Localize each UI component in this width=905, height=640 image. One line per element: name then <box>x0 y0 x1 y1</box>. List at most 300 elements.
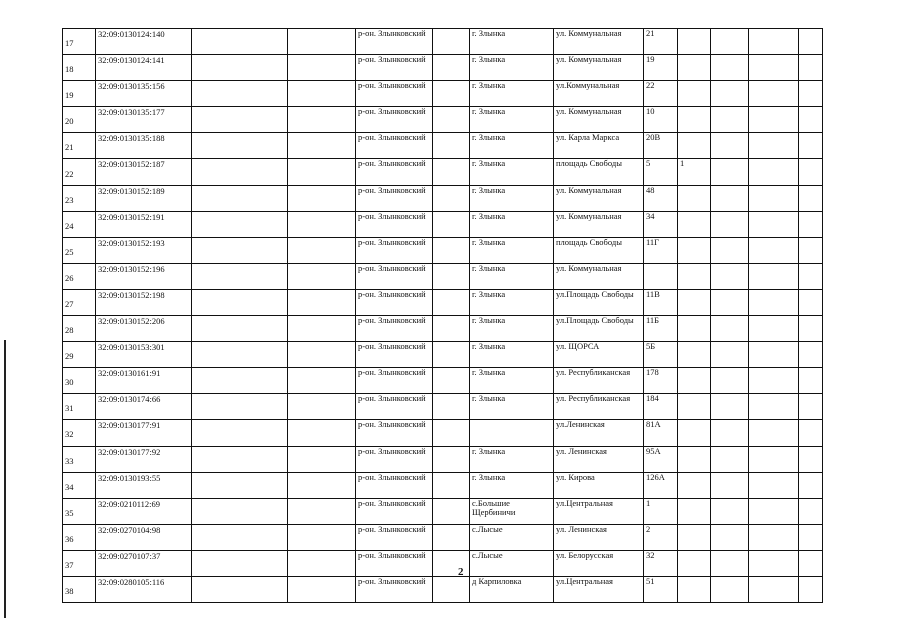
empty-cell <box>711 472 749 498</box>
row-number: 37 <box>63 550 96 576</box>
empty-cell <box>799 55 823 81</box>
empty-cell <box>433 185 470 211</box>
house-number-cell <box>644 263 678 289</box>
empty-cell <box>799 498 823 524</box>
empty-cell <box>192 263 288 289</box>
empty-cell <box>749 472 799 498</box>
street-cell: площадь Свободы <box>554 237 644 263</box>
empty-cell <box>799 576 823 602</box>
empty-cell <box>288 316 356 342</box>
empty-cell <box>711 263 749 289</box>
district-cell: р-он. Злынковский <box>356 237 433 263</box>
house-number-cell: 5Б <box>644 342 678 368</box>
mark-cell <box>678 29 711 55</box>
street-cell: ул. Коммунальная <box>554 211 644 237</box>
empty-cell <box>288 472 356 498</box>
empty-cell <box>749 29 799 55</box>
empty-cell <box>799 133 823 159</box>
empty-cell <box>749 420 799 446</box>
house-number-cell: 22 <box>644 81 678 107</box>
table-row <box>63 342 823 368</box>
empty-cell <box>711 316 749 342</box>
settlement-cell: г. Злынка <box>470 185 554 211</box>
empty-cell <box>749 133 799 159</box>
empty-cell <box>192 289 288 315</box>
empty-cell <box>192 237 288 263</box>
row-number: 20 <box>63 107 96 133</box>
mark-cell <box>678 550 711 576</box>
district-cell: р-он. Злынковский <box>356 211 433 237</box>
house-number-cell: 184 <box>644 394 678 420</box>
table-row <box>63 472 823 498</box>
empty-cell <box>288 524 356 550</box>
empty-cell <box>711 576 749 602</box>
district-cell: р-он. Злынковский <box>356 446 433 472</box>
settlement-cell: г. Злынка <box>470 316 554 342</box>
mark-cell <box>678 368 711 394</box>
empty-cell <box>799 524 823 550</box>
settlement-cell: г. Злынка <box>470 55 554 81</box>
street-cell: ул. Республиканская <box>554 394 644 420</box>
mark-cell <box>678 576 711 602</box>
empty-cell <box>433 81 470 107</box>
empty-cell <box>433 342 470 368</box>
empty-cell <box>799 159 823 185</box>
row-number: 25 <box>63 237 96 263</box>
empty-cell <box>799 289 823 315</box>
cadastral-number: 32:09:0130177:92 <box>96 446 192 472</box>
empty-cell <box>288 159 356 185</box>
empty-cell <box>433 316 470 342</box>
empty-cell <box>711 550 749 576</box>
empty-cell <box>799 550 823 576</box>
district-cell: р-он. Злынковский <box>356 420 433 446</box>
cadastral-number: 32:09:0130152:206 <box>96 316 192 342</box>
cadastral-number: 32:09:0130124:140 <box>96 29 192 55</box>
empty-cell <box>749 498 799 524</box>
street-cell: ул. Республиканская <box>554 368 644 394</box>
empty-cell <box>288 420 356 446</box>
mark-cell <box>678 185 711 211</box>
cadastral-number: 32:09:0130193:55 <box>96 472 192 498</box>
empty-cell <box>288 394 356 420</box>
empty-cell <box>799 472 823 498</box>
table-row <box>63 107 823 133</box>
mark-cell <box>678 211 711 237</box>
settlement-cell: г. Злынка <box>470 29 554 55</box>
street-cell: площадь Свободы <box>554 159 644 185</box>
table-row <box>63 81 823 107</box>
row-number: 27 <box>63 289 96 315</box>
empty-cell <box>799 237 823 263</box>
empty-cell <box>192 185 288 211</box>
row-number: 35 <box>63 498 96 524</box>
empty-cell <box>799 211 823 237</box>
empty-cell <box>433 289 470 315</box>
mark-cell <box>678 107 711 133</box>
table-row <box>63 263 823 289</box>
property-registry-table <box>62 28 823 603</box>
table-row <box>63 368 823 394</box>
row-number: 32 <box>63 420 96 446</box>
cadastral-number: 32:09:0130174:66 <box>96 394 192 420</box>
empty-cell <box>433 498 470 524</box>
settlement-cell: г. Злынка <box>470 159 554 185</box>
table-row <box>63 29 823 55</box>
cadastral-number: 32:09:0130124:141 <box>96 55 192 81</box>
empty-cell <box>288 81 356 107</box>
row-number: 38 <box>63 576 96 602</box>
settlement-cell: г. Злынка <box>470 107 554 133</box>
empty-cell <box>192 107 288 133</box>
empty-cell <box>288 55 356 81</box>
mark-cell <box>678 55 711 81</box>
district-cell: р-он. Злынковский <box>356 472 433 498</box>
district-cell: р-он. Злынковский <box>356 263 433 289</box>
table-row <box>63 185 823 211</box>
empty-cell <box>711 81 749 107</box>
mark-cell <box>678 420 711 446</box>
cadastral-number: 32:09:0130153:301 <box>96 342 192 368</box>
empty-cell <box>711 289 749 315</box>
district-cell: р-он. Злынковский <box>356 289 433 315</box>
street-cell: ул. Коммунальная <box>554 185 644 211</box>
district-cell: р-он. Злынковский <box>356 159 433 185</box>
district-cell: р-он. Злынковский <box>356 498 433 524</box>
settlement-cell: с.Лысые <box>470 550 554 576</box>
empty-cell <box>288 550 356 576</box>
page-number: 2 <box>458 566 464 578</box>
empty-cell <box>749 368 799 394</box>
empty-cell <box>799 316 823 342</box>
row-number: 19 <box>63 81 96 107</box>
empty-cell <box>288 107 356 133</box>
table-row <box>63 237 823 263</box>
district-cell: р-он. Злынковский <box>356 81 433 107</box>
empty-cell <box>433 107 470 133</box>
empty-cell <box>749 289 799 315</box>
mark-cell <box>678 316 711 342</box>
empty-cell <box>192 446 288 472</box>
empty-cell <box>433 576 470 602</box>
empty-cell <box>288 185 356 211</box>
empty-cell <box>711 498 749 524</box>
empty-cell <box>192 550 288 576</box>
empty-cell <box>711 524 749 550</box>
empty-cell <box>192 81 288 107</box>
empty-cell <box>749 81 799 107</box>
house-number-cell: 21 <box>644 29 678 55</box>
street-cell: ул. Коммунальная <box>554 55 644 81</box>
empty-cell <box>711 107 749 133</box>
empty-cell <box>192 472 288 498</box>
empty-cell <box>711 446 749 472</box>
empty-cell <box>799 107 823 133</box>
mark-cell <box>678 498 711 524</box>
empty-cell <box>288 29 356 55</box>
empty-cell <box>192 498 288 524</box>
district-cell: р-он. Злынковский <box>356 55 433 81</box>
empty-cell <box>433 394 470 420</box>
empty-cell <box>192 316 288 342</box>
empty-cell <box>711 211 749 237</box>
cadastral-number: 32:09:0130135:188 <box>96 133 192 159</box>
empty-cell <box>799 394 823 420</box>
empty-cell <box>288 498 356 524</box>
empty-cell <box>433 133 470 159</box>
empty-cell <box>749 550 799 576</box>
empty-cell <box>799 185 823 211</box>
empty-cell <box>711 420 749 446</box>
empty-cell <box>749 446 799 472</box>
cadastral-number: 32:09:0130135:156 <box>96 81 192 107</box>
empty-cell <box>192 420 288 446</box>
settlement-cell: г. Злынка <box>470 211 554 237</box>
empty-cell <box>192 524 288 550</box>
empty-cell <box>433 237 470 263</box>
mark-cell <box>678 472 711 498</box>
empty-cell <box>433 524 470 550</box>
street-cell: ул.Площадь Свободы <box>554 316 644 342</box>
district-cell: р-он. Злынковский <box>356 185 433 211</box>
district-cell: р-он. Злынковский <box>356 133 433 159</box>
empty-cell <box>711 185 749 211</box>
empty-cell <box>192 55 288 81</box>
empty-cell <box>433 159 470 185</box>
empty-cell <box>749 237 799 263</box>
empty-cell <box>711 368 749 394</box>
cadastral-number: 32:09:0130152:189 <box>96 185 192 211</box>
settlement-cell: д Карпиловка <box>470 576 554 602</box>
house-number-cell: 95А <box>644 446 678 472</box>
house-number-cell: 11Б <box>644 316 678 342</box>
mark-cell <box>678 342 711 368</box>
empty-cell <box>711 237 749 263</box>
district-cell: р-он. Злынковский <box>356 550 433 576</box>
empty-cell <box>749 394 799 420</box>
row-number: 24 <box>63 211 96 237</box>
row-number: 17 <box>63 29 96 55</box>
mark-cell <box>678 446 711 472</box>
empty-cell <box>749 211 799 237</box>
cadastral-number: 32:09:0130152:187 <box>96 159 192 185</box>
table-row <box>63 316 823 342</box>
table-body <box>63 29 823 603</box>
cadastral-number: 32:09:0130152:193 <box>96 237 192 263</box>
empty-cell <box>799 81 823 107</box>
empty-cell <box>749 263 799 289</box>
empty-cell <box>192 576 288 602</box>
district-cell: р-он. Злынковский <box>356 524 433 550</box>
empty-cell <box>749 524 799 550</box>
street-cell: ул.Площадь Свободы <box>554 289 644 315</box>
street-cell: ул. Коммунальная <box>554 107 644 133</box>
row-number: 34 <box>63 472 96 498</box>
table-row <box>63 446 823 472</box>
empty-cell <box>799 420 823 446</box>
cadastral-number: 32:09:0130152:198 <box>96 289 192 315</box>
empty-cell <box>749 159 799 185</box>
row-number: 29 <box>63 342 96 368</box>
cadastral-number: 32:09:0280105:116 <box>96 576 192 602</box>
table-row <box>63 498 823 524</box>
cadastral-number: 32:09:0130152:191 <box>96 211 192 237</box>
cadastral-number: 32:09:0270107:37 <box>96 550 192 576</box>
house-number-cell: 81А <box>644 420 678 446</box>
table-row <box>63 133 823 159</box>
street-cell: ул. Ленинская <box>554 446 644 472</box>
settlement-cell: г. Злынка <box>470 81 554 107</box>
empty-cell <box>288 368 356 394</box>
empty-cell <box>192 159 288 185</box>
cadastral-number: 32:09:0270104:98 <box>96 524 192 550</box>
district-cell: р-он. Злынковский <box>356 342 433 368</box>
street-cell: ул. Белорусская <box>554 550 644 576</box>
settlement-cell: с.Лысые <box>470 524 554 550</box>
street-cell: ул.Коммунальная <box>554 81 644 107</box>
row-number: 18 <box>63 55 96 81</box>
scan-edge-mark <box>4 340 6 618</box>
empty-cell <box>749 185 799 211</box>
empty-cell <box>799 446 823 472</box>
street-cell: ул. Ленинская <box>554 524 644 550</box>
house-number-cell: 1 <box>644 498 678 524</box>
cadastral-number: 32:09:0130177:91 <box>96 420 192 446</box>
empty-cell <box>749 342 799 368</box>
empty-cell <box>288 576 356 602</box>
empty-cell <box>288 342 356 368</box>
empty-cell <box>749 55 799 81</box>
house-number-cell: 51 <box>644 576 678 602</box>
street-cell: ул. ЩОРСА <box>554 342 644 368</box>
house-number-cell: 2 <box>644 524 678 550</box>
empty-cell <box>749 576 799 602</box>
street-cell: ул. Карла Маркса <box>554 133 644 159</box>
empty-cell <box>288 237 356 263</box>
mark-cell <box>678 237 711 263</box>
cadastral-number: 32:09:0210112:69 <box>96 498 192 524</box>
table-row <box>63 550 823 576</box>
row-number: 28 <box>63 316 96 342</box>
mark-cell <box>678 289 711 315</box>
mark-cell <box>678 263 711 289</box>
empty-cell <box>288 446 356 472</box>
settlement-cell: г. Злынка <box>470 237 554 263</box>
cadastral-number: 32:09:0130135:177 <box>96 107 192 133</box>
district-cell: р-он. Злынковский <box>356 368 433 394</box>
row-number: 36 <box>63 524 96 550</box>
row-number: 30 <box>63 368 96 394</box>
empty-cell <box>288 211 356 237</box>
table-row <box>63 420 823 446</box>
row-number: 33 <box>63 446 96 472</box>
row-number: 21 <box>63 133 96 159</box>
mark-cell <box>678 81 711 107</box>
empty-cell <box>799 263 823 289</box>
street-cell: ул.Ленинская <box>554 420 644 446</box>
empty-cell <box>433 420 470 446</box>
empty-cell <box>433 472 470 498</box>
mark-cell <box>678 133 711 159</box>
empty-cell <box>433 55 470 81</box>
district-cell: р-он. Злынковский <box>356 394 433 420</box>
house-number-cell: 34 <box>644 211 678 237</box>
district-cell: р-он. Злынковский <box>356 316 433 342</box>
empty-cell <box>192 29 288 55</box>
house-number-cell: 126А <box>644 472 678 498</box>
empty-cell <box>192 394 288 420</box>
empty-cell <box>288 133 356 159</box>
row-number: 23 <box>63 185 96 211</box>
table-row <box>63 289 823 315</box>
table-row <box>63 576 823 602</box>
settlement-cell: с.Большие Щербиничи <box>470 498 554 524</box>
settlement-cell: г. Злынка <box>470 368 554 394</box>
street-cell: ул. Коммунальная <box>554 263 644 289</box>
mark-cell <box>678 394 711 420</box>
street-cell: ул. Коммунальная <box>554 29 644 55</box>
empty-cell <box>711 342 749 368</box>
cadastral-number: 32:09:0130161:91 <box>96 368 192 394</box>
empty-cell <box>711 55 749 81</box>
house-number-cell: 19 <box>644 55 678 81</box>
empty-cell <box>192 368 288 394</box>
empty-cell <box>749 316 799 342</box>
empty-cell <box>288 289 356 315</box>
settlement-cell: г. Злынка <box>470 446 554 472</box>
settlement-cell: г. Злынка <box>470 394 554 420</box>
empty-cell <box>799 342 823 368</box>
empty-cell <box>711 133 749 159</box>
empty-cell <box>799 29 823 55</box>
street-cell: ул. Кирова <box>554 472 644 498</box>
house-number-cell: 5 <box>644 159 678 185</box>
house-number-cell: 178 <box>644 368 678 394</box>
row-number: 22 <box>63 159 96 185</box>
empty-cell <box>799 368 823 394</box>
empty-cell <box>433 446 470 472</box>
empty-cell <box>749 107 799 133</box>
empty-cell <box>192 211 288 237</box>
table-row <box>63 524 823 550</box>
district-cell: р-он. Злынковский <box>356 576 433 602</box>
row-number: 26 <box>63 263 96 289</box>
empty-cell <box>433 263 470 289</box>
empty-cell <box>288 263 356 289</box>
settlement-cell: г. Злынка <box>470 472 554 498</box>
mark-cell <box>678 524 711 550</box>
empty-cell <box>433 211 470 237</box>
mark-cell: 1 <box>678 159 711 185</box>
district-cell: р-он. Злынковский <box>356 107 433 133</box>
table-row <box>63 55 823 81</box>
house-number-cell: 48 <box>644 185 678 211</box>
settlement-cell <box>470 420 554 446</box>
house-number-cell: 20В <box>644 133 678 159</box>
house-number-cell: 10 <box>644 107 678 133</box>
house-number-cell: 11Г <box>644 237 678 263</box>
house-number-cell: 32 <box>644 550 678 576</box>
street-cell: ул.Центральная <box>554 498 644 524</box>
house-number-cell: 11В <box>644 289 678 315</box>
row-number: 31 <box>63 394 96 420</box>
empty-cell <box>433 368 470 394</box>
table-row <box>63 211 823 237</box>
cadastral-number: 32:09:0130152:196 <box>96 263 192 289</box>
empty-cell <box>192 133 288 159</box>
table-row <box>63 159 823 185</box>
empty-cell <box>711 394 749 420</box>
